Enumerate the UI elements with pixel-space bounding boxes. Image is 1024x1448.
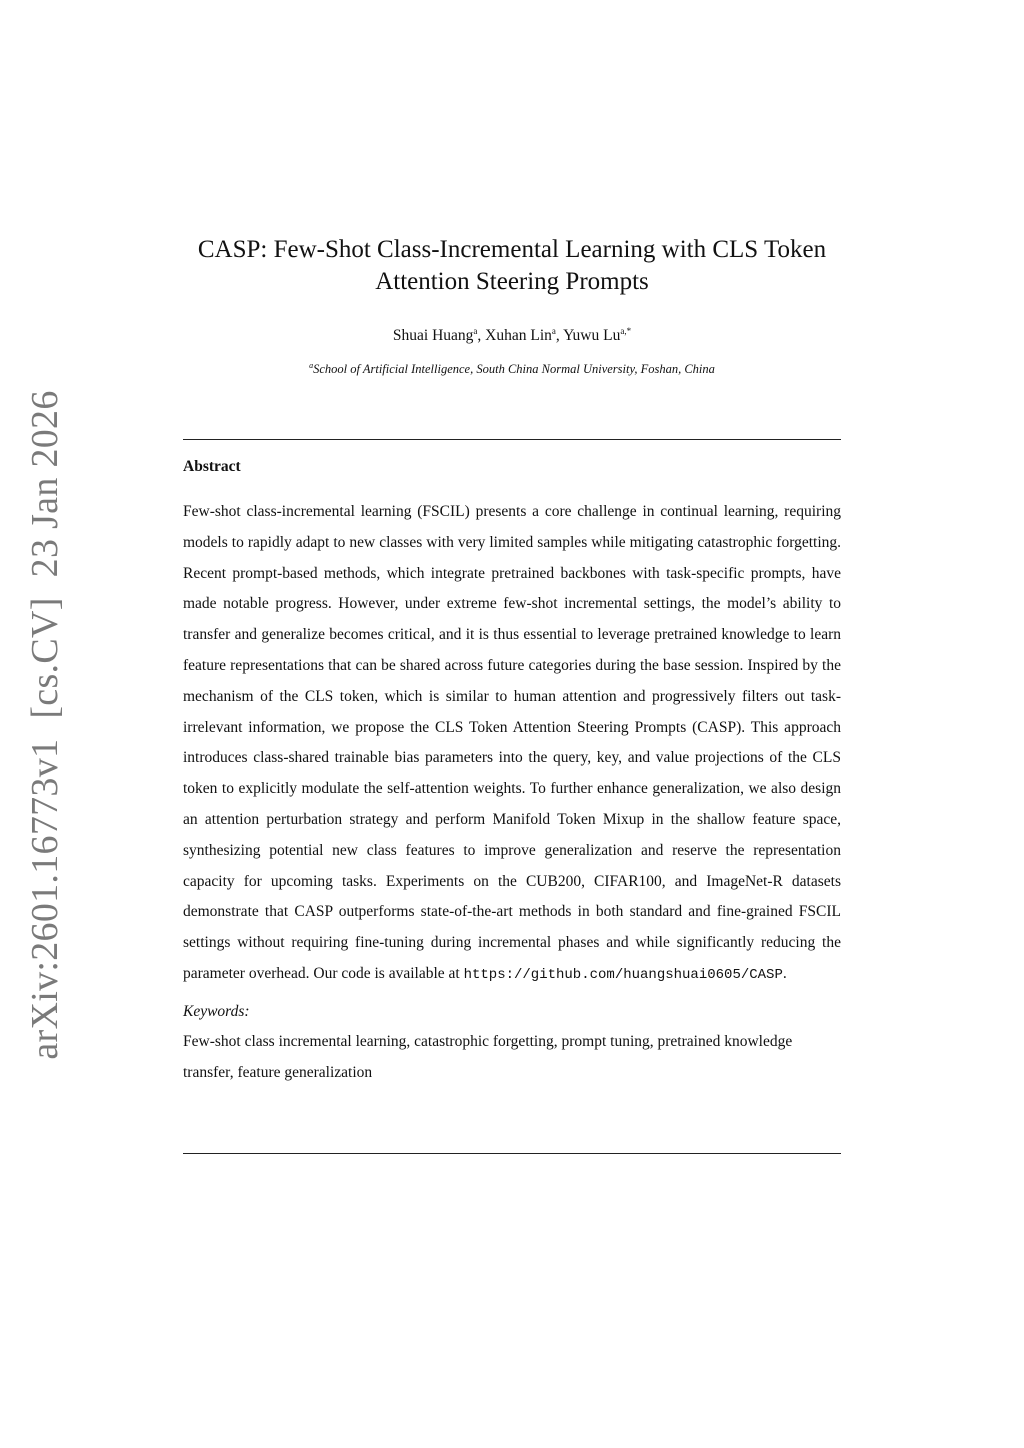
keywords-label: Keywords:: [183, 1002, 250, 1020]
abstract-section: [183, 455, 841, 1088]
affiliation-mark: a: [309, 360, 314, 370]
title-block: [183, 234, 841, 378]
author-list: [183, 326, 841, 346]
top-divider: [183, 439, 841, 440]
author-name: Xuhan Lin: [485, 327, 552, 344]
code-url-link[interactable]: https://github.com/huangshuai0605/CASP: [463, 966, 783, 983]
code-url-suffix: .: [782, 964, 787, 982]
title-line-1: CASP: Few-Shot Class-Incremental Learning with CLS Token: [197, 236, 827, 263]
author-separator: ,: [555, 327, 564, 344]
author-affiliation-mark: a: [551, 325, 556, 336]
abstract-heading: Abstract: [183, 458, 241, 475]
arxiv-category: [cs.CV]: [24, 597, 66, 719]
arxiv-date: 23 Jan 2026: [24, 390, 66, 578]
abstract-text: Few-shot class-incremental learning (FSCIL) presents a core challenge in continual learning, requiring models to rapidly adapt to new classes with very limited samples while mitigating catastrophic forgetting. Recent prompt-based methods, which integrate pretrained backbones with task-specific prompts, have made notable progress. However, under extreme few-shot incremental settings, the model’s ability to transfer and generalize becomes critical, and it is thus essential to leverage pretrained knowledge to learn feature representations that can be shared across future categories during the base session. Inspired by the mechanism of the CLS token, which is similar to human attention and progressively filters out task-irrelevant information, we propose the CLS Token Attention Steering Prompts (CASP). This approach introduces class-shared trainable bias parameters into the query, key, and value projections of the CLS token to explicitly modulate the self-attention weights. To further enhance generalization, we also design an attention perturbation strategy and perform Manifold Token Mixup in the shallow feature space, synthesizing potential new class features to improve generalization and reserve the representation capacity for upcoming tasks. Experiments on the CUB200, CIFAR100, and ImageNet-R datasets demonstrate that CASP outperforms state-of-the-art methods in both standard and fine-grained FSCIL settings without requiring fine-tuning during incremental phases and while significantly reducing the parameter overhead. Our code is available at: [183, 503, 841, 982]
keywords-text: Few-shot class incremental learning, catastrophic forgetting, prompt tuning, pretrained knowledge transfer, feature generalization: [183, 1032, 793, 1081]
author-name: Yuwu Lu: [563, 327, 621, 344]
arxiv-side-stamp: [23, 390, 67, 1059]
author-affiliation-mark: a: [473, 325, 478, 336]
bottom-divider: [183, 1153, 841, 1154]
arxiv-id: arXiv:2601.16773v1: [24, 738, 66, 1060]
author-affiliation-mark: a,*: [620, 325, 632, 336]
title-line-2: Attention Steering Prompts: [375, 268, 649, 295]
author-separator: ,: [477, 327, 486, 344]
affiliation: [183, 360, 841, 378]
author-name: Shuai Huang: [392, 327, 474, 344]
paper-title: [183, 234, 841, 298]
abstract-body: [183, 497, 841, 991]
affiliation-text: School of Artificial Intelligence, South China Normal University, Foshan, China: [313, 362, 715, 376]
